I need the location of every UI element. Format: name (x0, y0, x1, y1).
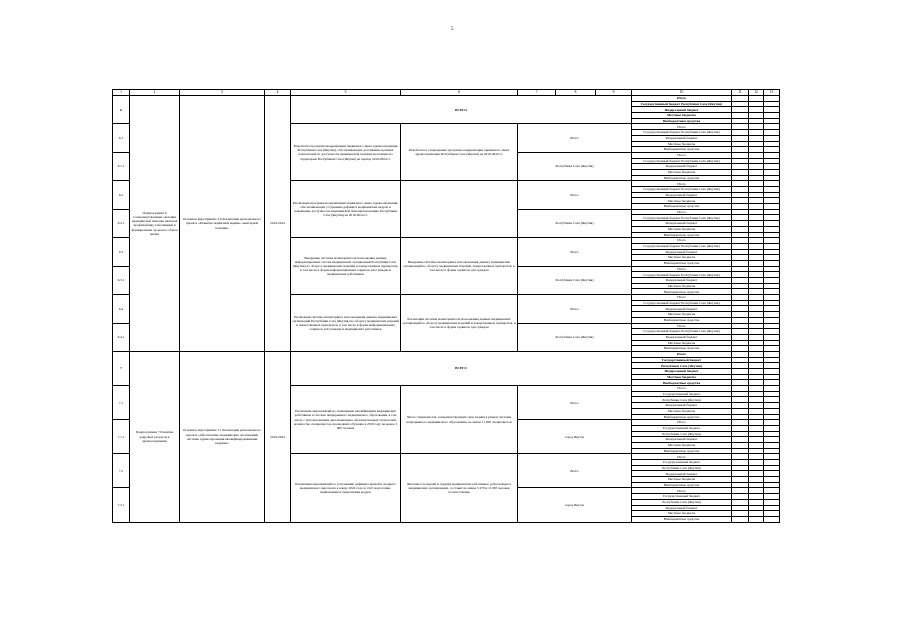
finance-source: Итого (632, 266, 732, 272)
finance-source: Итого (632, 488, 732, 494)
finance-source: Местные бюджеты (632, 198, 732, 204)
empty-cell (764, 516, 780, 522)
header-cell: 1 (113, 90, 130, 96)
task-total-label: Всего (518, 181, 632, 209)
finance-source: Республики Саха (Якутия) (632, 363, 732, 369)
finance-source: Государственный бюджет Республики Саха (Якутия) (632, 243, 732, 249)
finance-source: Местные бюджеты (632, 374, 732, 380)
subtask-number: 7.1.1 (113, 420, 130, 454)
subtask-place: город Якутск (518, 420, 632, 454)
subtask-place: Республика Саха (Якутия) (518, 209, 632, 237)
section-total-label: ВСЕГО (291, 351, 632, 385)
task-description: Реализация программ модернизации первичного звена здравоохранения, обеспечивающих устранение дефицита медицинских кадров и повышение доступности медицинской помощи населению Республики Саха (Якутия) на 2019-2024 гг. (291, 181, 401, 238)
finance-source: Местные бюджеты (632, 141, 732, 147)
finance-source: Внебюджетные средства (632, 289, 732, 295)
finance-source: Местные бюджеты (632, 312, 732, 318)
finance-source: Государственный бюджет (632, 391, 732, 397)
finance-source: Государственный бюджет (632, 494, 732, 500)
finance-source: Итого (632, 124, 732, 130)
finance-source: Местные бюджеты (632, 511, 732, 517)
page-number: 5 (451, 27, 454, 32)
finance-source: Внебюджетные средства (632, 346, 732, 352)
finance-source: Государственный бюджет (632, 357, 732, 363)
finance-source: Государственный бюджет Республики Саха (Якутия) (632, 101, 732, 107)
subtask-number: 6.2.1 (113, 209, 130, 237)
subtask-number: 7.2.1 (113, 488, 130, 522)
finance-source: Внебюджетные средства (632, 232, 732, 238)
finance-source: Внебюджетные средства (632, 260, 732, 266)
task-description: Реализация системы мониторинга использования данных медицинских организаций Республики Саха (Якутия) по обороту медицинских изделий и лекарственных препаратов, в том числе в форме информационных сервисов для граждан и медицинских работников (291, 295, 401, 352)
finance-source: Итого (632, 181, 732, 187)
task-number: 7.2 (113, 454, 130, 488)
finance-source: Федеральный бюджет (632, 505, 732, 511)
finance-source: Внебюджетные средства (632, 317, 732, 323)
finance-source: Местные бюджеты (632, 169, 732, 175)
section-number: 6 (113, 96, 130, 124)
finance-source: Итого (632, 209, 732, 215)
task-number: 6.2 (113, 181, 130, 209)
finance-source: Республики Саха (Якутия) (632, 465, 732, 471)
finance-source: Внебюджетные средства (632, 147, 732, 153)
header-cell: 3 (180, 90, 265, 96)
task-result: Число специалистов, совершенствующих свои знания в рамках системы непрерывного медицинского образования, не менее 11 900 специалистов (401, 386, 518, 454)
task-result: Численность врачей и средних медицинских работников, работающих в медицинских организациях, составит не менее 5 279 и 11 665 человек соответственно (401, 454, 518, 522)
task-result (401, 181, 518, 238)
finance-source: Местные бюджеты (632, 340, 732, 346)
task-number: 6.4 (113, 295, 130, 323)
finance-source: Государственный бюджет Республики Саха (Якутия) (632, 158, 732, 164)
task-total-label: Всего (518, 295, 632, 323)
subprogram-name: Подпрограмма 7 Развитие кадровых ресурсов в здравоохранении (130, 351, 180, 522)
finance-source: Местные бюджеты (632, 226, 732, 232)
finance-source: Федеральный бюджет (632, 192, 732, 198)
header-cell: 5 (291, 90, 401, 96)
finance-source: Государственный бюджет Республики Саха (Якутия) (632, 215, 732, 221)
finance-source: Итого (632, 454, 732, 460)
task-description: Внедрение системы мониторинга использования данных информационных систем медицинских организаций Республики Саха (Якутия) по обороту медицинских изделий и лекарственных препаратов, в том числе в форме информационных сервисов для граждан и медицинских работников (291, 238, 401, 295)
finance-source: Местные бюджеты (632, 442, 732, 448)
finance-source: Государственный бюджет (632, 460, 732, 466)
task-total-label: Всего (518, 238, 632, 266)
period-years: 2019-2024 (265, 351, 291, 522)
header-cell: 2 (130, 90, 180, 96)
finance-source: Местные бюджеты (632, 408, 732, 414)
finance-source: Внебюджетные средства (632, 118, 732, 124)
finance-source: Федеральный бюджет (632, 135, 732, 141)
finance-source: Государственный бюджет Республики Саха (Якутия) (632, 300, 732, 306)
finance-source: Внебюджетные средства (632, 175, 732, 181)
header-cell: 8 (556, 90, 596, 96)
task-result: Реализация системы мониторинга использования данных медицинских организаций по обороту медицинских изделий и лекарственных препаратов, в том числе в форме сервисов для граждан (401, 295, 518, 352)
finance-source: Федеральный бюджет (632, 369, 732, 375)
task-total-label: Всего (518, 386, 632, 420)
task-description: Реализация мероприятий по повышению квалификации медицинских работников в системе непрерывного медицинского образования, в том числе с использованием дистанционных образовательных технологий, количество специалистов, прошедших обучение в 2019 году не менее 3 000 человек (291, 386, 401, 454)
task-total-label: Всего (518, 124, 632, 152)
main-event-name: Основное мероприятие 2.6 Реализация регионального проекта «Развитие первичной медико-санитарной помощи» (180, 96, 265, 352)
subtask-number: 6.3.1 (113, 266, 130, 294)
finance-source: Итого (632, 420, 732, 426)
task-result: Разработка и утверждение программ модернизации первичного звена здравоохранения Республики Саха (Якутия) на 2019-2024 гг. (401, 124, 518, 181)
finance-source: Федеральный бюджет (632, 437, 732, 443)
subtask-place: Республика Саха (Якутия) (518, 266, 632, 294)
header-cell: 12 (749, 90, 764, 96)
finance-source: Итого (632, 96, 732, 102)
subtask-place: Республика Саха (Якутия) (518, 152, 632, 180)
subtask-place: Республика Саха (Якутия) (518, 323, 632, 351)
finance-source: Государственный бюджет Республики Саха (Якутия) (632, 272, 732, 278)
task-number: 6.1 (113, 124, 130, 152)
finance-source: Местные бюджеты (632, 477, 732, 483)
finance-source: Республики Саха (Якутия) (632, 397, 732, 403)
finance-source: Федеральный бюджет (632, 249, 732, 255)
subprogram-name: Подпрограмма 6 Совершенствование оказания медицинской помощи, включая профилактику заболеваний и формирование здорового образа жизни (130, 96, 180, 352)
finance-source: Местные бюджеты (632, 255, 732, 261)
table-row (113, 96, 780, 102)
finance-source: Внебюджетные средства (632, 482, 732, 488)
header-cell: 4 (265, 90, 291, 96)
finance-source: Государственный бюджет Республики Саха (Якутия) (632, 187, 732, 193)
finance-source: Итого (632, 152, 732, 158)
subtask-number: 6.1.1 (113, 152, 130, 180)
finance-source: Итого (632, 386, 732, 392)
finance-source: Итого (632, 238, 732, 244)
task-result: Внедрение системы мониторинга использования данных медицинских организаций по обороту медицинских изделий, лекарственных препаратов, в том числе в форме сервисов для граждан (401, 238, 518, 295)
finance-source: Внебюджетные средства (632, 414, 732, 420)
finance-source: Федеральный бюджет (632, 221, 732, 227)
plan-table (112, 89, 780, 523)
empty-cell (749, 516, 764, 522)
task-total-label: Всего (518, 454, 632, 488)
finance-source: Федеральный бюджет (632, 278, 732, 284)
finance-source: Местные бюджеты (632, 283, 732, 289)
task-number: 7.1 (113, 386, 130, 420)
finance-source: Республики Саха (Якутия) (632, 431, 732, 437)
finance-source: Итого (632, 295, 732, 301)
finance-source: Внебюджетные средства (632, 516, 732, 522)
section-total-label: ВСЕГО (291, 96, 632, 124)
subtask-number: 6.4.1 (113, 323, 130, 351)
header-cell: 6 (401, 90, 518, 96)
finance-source: Внебюджетные средства (632, 380, 732, 386)
finance-source: Внебюджетные средства (632, 204, 732, 210)
finance-source: Государственный бюджет Республики Саха (Якутия) (632, 130, 732, 136)
finance-source: Республики Саха (Якутия) (632, 499, 732, 505)
header-cell: 13 (764, 90, 780, 96)
header-cell: 11 (732, 90, 749, 96)
section-number: 7 (113, 351, 130, 385)
header-cell: 7 (518, 90, 556, 96)
header-cell: 9 (596, 90, 632, 96)
period-years: 2019-2024 (265, 96, 291, 352)
finance-source: Федеральный бюджет (632, 164, 732, 170)
task-number: 6.3 (113, 238, 130, 266)
table-row (113, 351, 780, 357)
task-description: Реализация мероприятий по устранению дефицита врачей и среднего медицинского персонала к концу 2024 года за счёт подготовки, привлечения и закрепления кадров (291, 454, 401, 522)
finance-source: Внебюджетные средства (632, 448, 732, 454)
header-cell: 10 (632, 90, 732, 96)
subtask-place: город Якутск (518, 488, 632, 522)
finance-source: Федеральный бюджет (632, 107, 732, 113)
main-event-name: Основное мероприятие 7.1 Реализация регионального проекта «Обеспечение медицинских организаций системы здравоохранения квалифицированными кадрами» (180, 351, 265, 522)
finance-source: Итого (632, 351, 732, 357)
finance-source: Федеральный бюджет (632, 306, 732, 312)
finance-source: Федеральный бюджет (632, 334, 732, 340)
finance-source: Итого (632, 323, 732, 329)
finance-source: Местные бюджеты (632, 113, 732, 119)
finance-source: Государственный бюджет Республики Саха (Якутия) (632, 329, 732, 335)
finance-source: Государственный бюджет (632, 425, 732, 431)
empty-cell (732, 516, 749, 522)
finance-source: Федеральный бюджет (632, 403, 732, 409)
finance-source: Федеральный бюджет (632, 471, 732, 477)
task-description: Разработка программ модернизации первичного звена здравоохранения Республики Саха (Якутия), обеспечивающих достижение целевых показателей по доступности медицинской помощи населению на территории Республики Саха (Якутия) на период 2019-2024 гг. (291, 124, 401, 181)
